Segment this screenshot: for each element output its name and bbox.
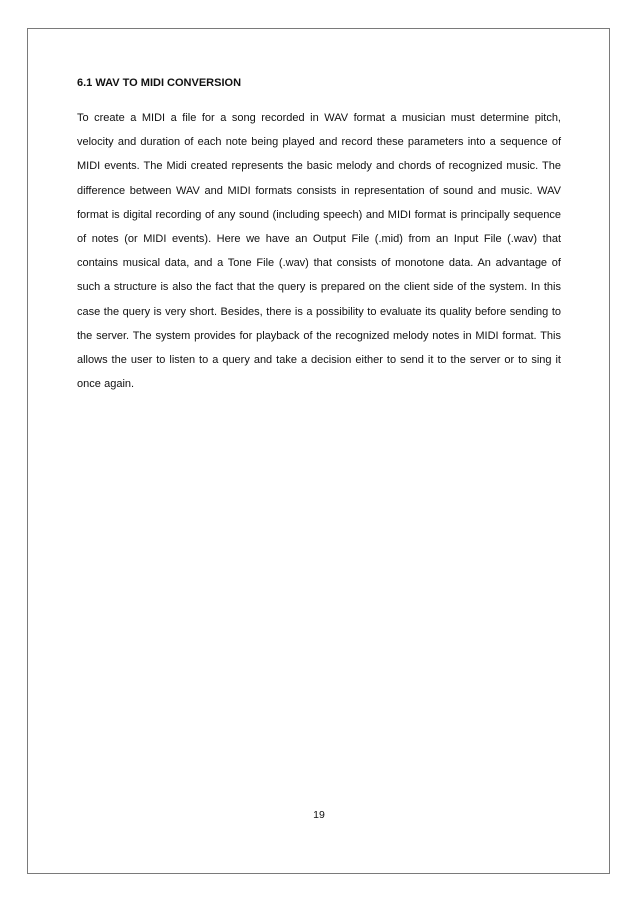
- page-number: 19: [313, 809, 325, 821]
- section-heading: 6.1 WAV TO MIDI CONVERSION: [77, 77, 242, 89]
- body-paragraph: To create a MIDI a file for a song recorded in WAV format a musician must determine pitch, velocity and duration of each note being played and record these parameters into a sequence of MIDI events. The Midi created represents the basic melody and chords of recognized music. The difference between WAV and MIDI formats consists in representation of sound and music. WAV format is digital recording of any sound (including speech) and MIDI format is principally sequence of notes (or MIDI events). Here we have an Output File (.mid) from an Input File (.wav) that contains musical data, and a Tone File (.wav) that consists of monotone data. An advantage of such a structure is also the fact that the query is prepared on the client side of the system. In this case the query is very short. Besides, there is a possibility to evaluate its quality before sending to the server. The system provides for playback of the recognized melody notes in MIDI format. This allows the user to listen to a query and take a decision either to send it to the server or to sing it once again.: [77, 112, 561, 391]
